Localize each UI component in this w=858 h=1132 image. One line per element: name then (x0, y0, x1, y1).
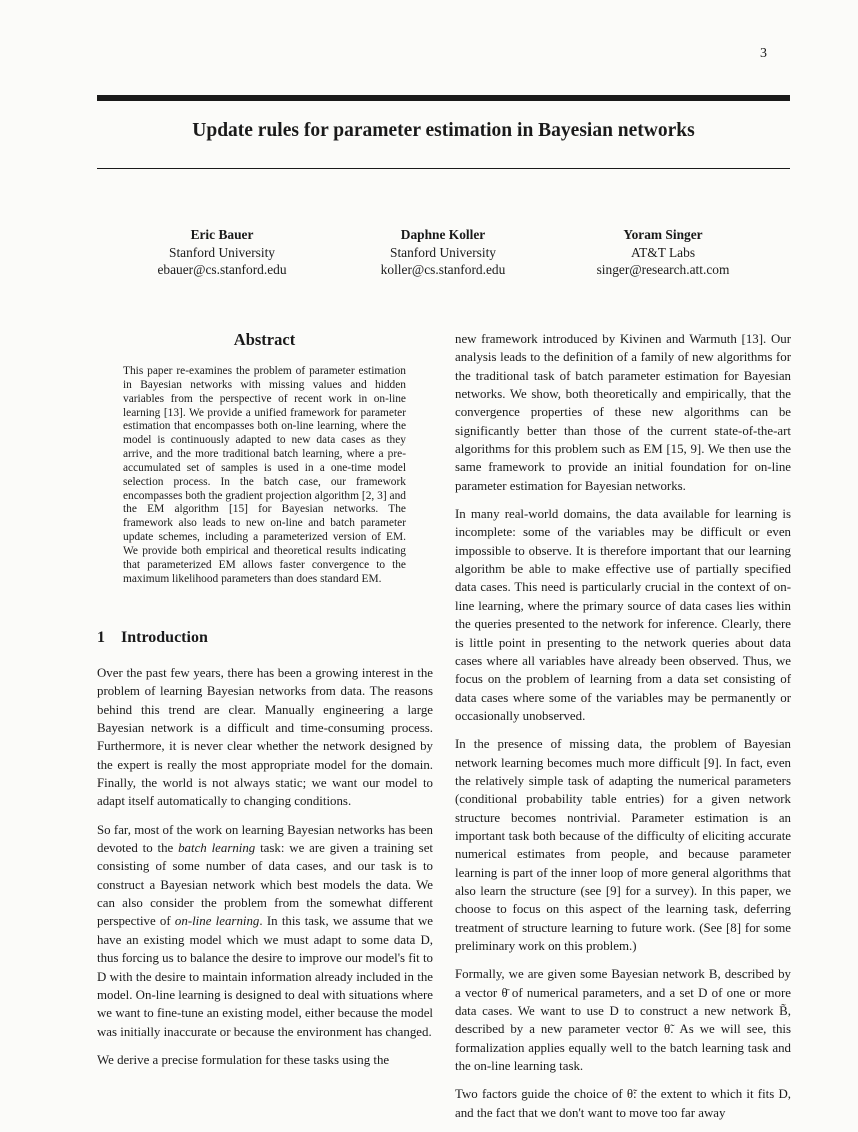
paragraph: We derive a precise formulation for these tasks using the (97, 1052, 390, 1067)
abstract-heading: Abstract (233, 330, 296, 349)
author-name: Yoram Singer (623, 227, 703, 242)
author-affiliation: AT&T Labs (630, 244, 696, 260)
section-heading (97, 629, 208, 647)
emphasis: on-line learning (174, 914, 260, 929)
paragraph: Over the past few years, there has been a growing interest in the problem of learning Bayesian networks from data. The reasons behind this trend are clear. Manually engineering a large Bayesian network is a difficult and time-consuming process. Furthermore, it is never clear whether the network designed by the expert is really the most appropriate model for the domain. Finally, the world is not always static; we want our model to adapt itself automatically to changing conditions. (97, 666, 433, 809)
paragraph: Two factors guide the choice of θ̃: the extent to which it fits D, and the fact that we don't want to move too far away (455, 1087, 791, 1120)
paragraph (97, 821, 433, 1041)
right-column (455, 330, 791, 1132)
author-block (328, 226, 558, 279)
author-email: ebauer@cs.stanford.edu (157, 262, 287, 277)
abstract-text: This paper re-examines the problem of parameter estimation in Bayesian networks with missing values and hidden variables from the perspective of recent work in on-line learning [13]. We provide a unified framework for parameter estimation that encompasses both on-line learning, where the model is continuously adapted to new data cases as they arrive, and the more traditional batch learning, where a pre-accumulated set of samples is used in a one-time model selection process. In the batch case, our framework encompasses both the gradient projection algorithm [2, 3] and the EM algorithm [15] for Bayesian networks. The framework also leads to new on-line and batch parameter update schemes, including a parameterized version of EM. We provide both empirical and theoretical results indicating that parameterized EM allows faster convergence to the maximum likelihood parameters than does standard EM. (123, 365, 406, 585)
section-title: Introduction (121, 629, 208, 646)
left-column (97, 664, 433, 1079)
author-name: Daphne Koller (400, 227, 486, 242)
author-affiliation: Stanford University (169, 244, 275, 260)
section-number: 1 (97, 629, 105, 646)
author-affiliation: Stanford University (390, 244, 496, 260)
title-top-rule (97, 95, 790, 101)
emphasis: batch learning (178, 841, 256, 856)
paragraph: new framework introduced by Kivinen and Warmuth [13]. Our analysis leads to the definition of a family of new algorithms for the traditional task of batch parameter estimation for Bayesian networks. We show, both theoretically and empirically, that the convergence properties of these new algorithms can be significantly better than those of the current state-of-the-art algorithms for this problem such as EM [15, 9]. We then use the same framework to provide an initial foundation for on-line parameter estimation for Bayesian networks. (455, 332, 791, 493)
text-run: So far, most of the work on learning Bayesian networks has been devoted to the (97, 822, 433, 856)
text-run: . In this task, we assume that we have an existing model which we must adapt to some data D, thus forcing us to balance the desire to improve our model's fit to D with the desire to maintain information already included in the model. On-line learning is designed to deal with situations where we want to fine-tune an existing model, either because the model was initially inaccurate or because the environment has changed. (97, 914, 433, 1039)
author-name: Eric Bauer (190, 227, 254, 242)
title-bottom-rule (97, 168, 790, 169)
paragraph: In the presence of missing data, the problem of Bayesian network learning becomes much more difficult [9]. In fact, even the relatively simple task of adapting the numerical parameters (conditional probability table entries) for a given network structure becomes nontrivial. Parameter estimation is an important task both because of the difficulty of eliciting accurate numerical estimates from people, and because parameter learning is part of the inner loop of more general algorithms that also learn the structure (see [9] for a survey). In this paper, we choose to focus on this aspect of the learning task, deferring treatment of structure learning to future work. (See [8] for some preliminary work on this problem.) (455, 737, 791, 953)
author-block (548, 226, 778, 279)
paper-title: Update rules for parameter estimation in Bayesian networks (192, 120, 695, 141)
paragraph: In many real-world domains, the data available for learning is incomplete: some of the variables may be difficult or even impossible to observe. It is therefore important that our learning algorithm be able to make effective use of partially specified data cases. This need is particularly crucial in the context of on-line learning, where the primary source of data cases lies within the queries presented to the network for inference. Clearly, there is little point in presenting to the network queries about data cases where all variables have already been observed. Thus, we focus on the problem of learning from a data set consisting of data cases where some of the variables may be permanently or occasionally unobserved. (455, 507, 791, 723)
paragraph: Formally, we are given some Bayesian network B, described by a vector θ̄ of numerical parameters, and a set D of one or more data cases. We want to use D to construct a new network B̃, described by a new parameter vector θ̃. As we will see, this formalization applies equally well to the batch learning task and the on-line learning task. (455, 967, 791, 1074)
author-email: koller@cs.stanford.edu (380, 262, 506, 277)
author-block (107, 226, 337, 279)
author-email: singer@research.att.com (596, 262, 730, 277)
text-run: task: we are given a training set consisting of some number of data cases, and our task is to construct a Bayesian network which best models the data. We can also consider the problem from the somewhat different perspective of (97, 841, 434, 929)
page-number: 3 (760, 46, 767, 61)
